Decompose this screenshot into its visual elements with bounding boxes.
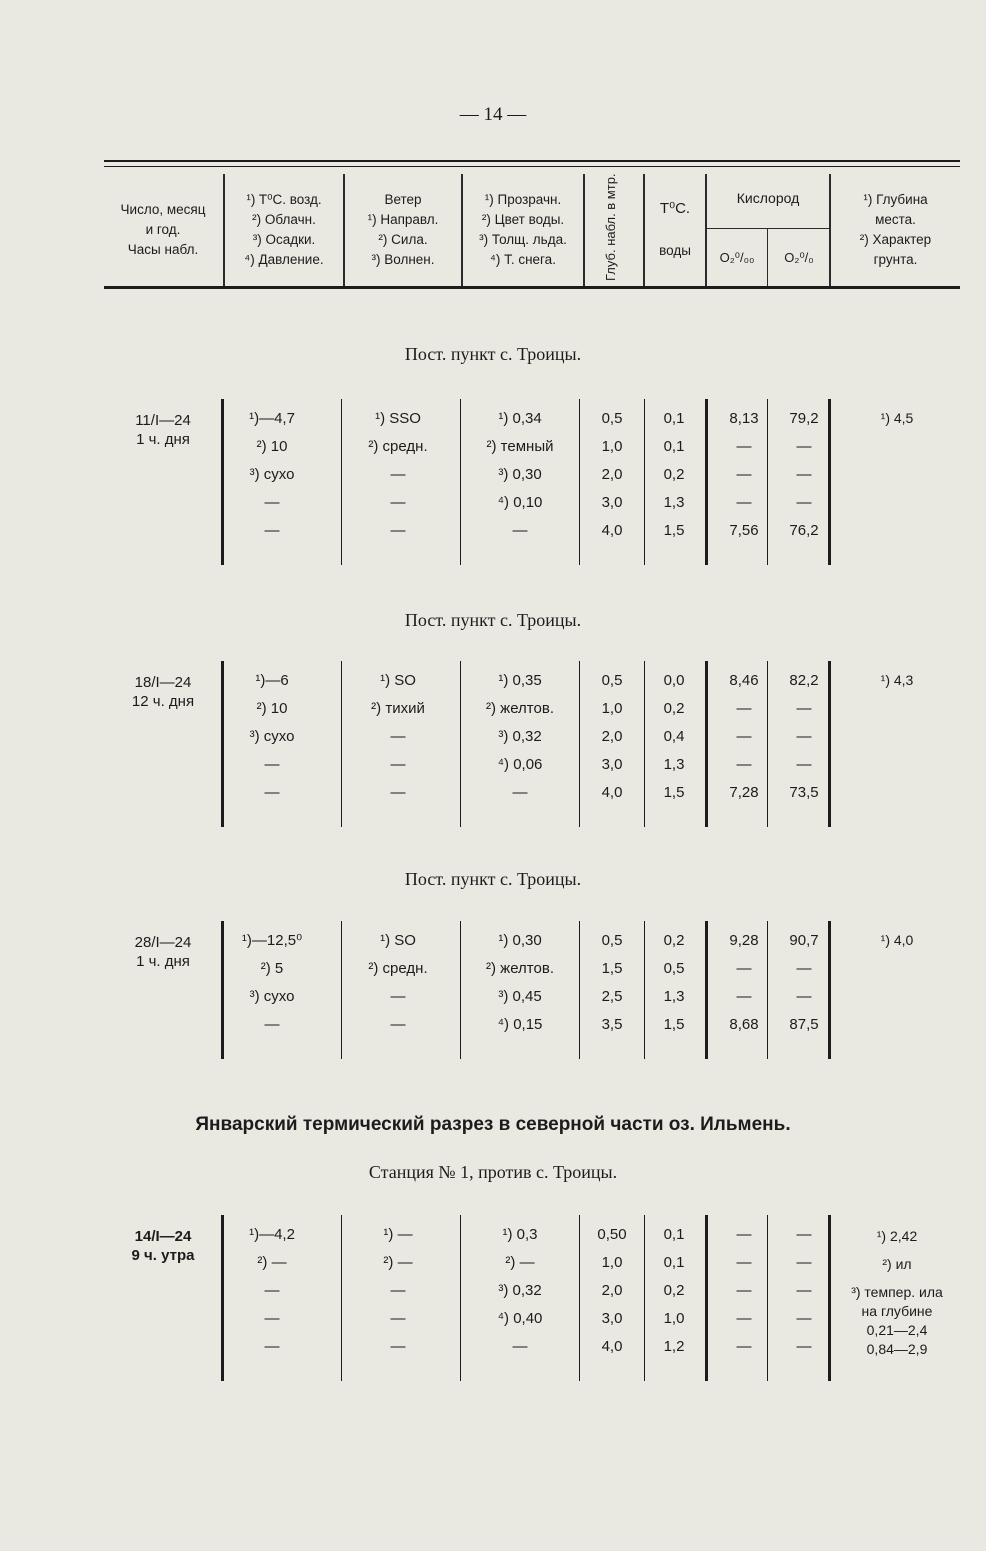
table-cell: ¹)—12,5⁰ [241, 932, 303, 949]
header-oxygen-underline [707, 228, 829, 229]
table-cell: — [796, 1254, 812, 1271]
table-cell: 0,50 [597, 1226, 627, 1243]
depth-note: ¹) 4,3 [880, 672, 914, 688]
table-cell: ²) тихий [371, 700, 425, 717]
table-header [104, 174, 960, 286]
table-cell: ²) желтов. [486, 700, 554, 717]
header-transparency [463, 174, 583, 286]
table-cell: — [264, 1338, 280, 1355]
depth-note: 0,84—2,9 [866, 1341, 928, 1357]
table-cell: — [390, 1016, 406, 1033]
table-cell: 0,2 [663, 700, 685, 717]
table-cell: — [736, 988, 752, 1005]
table-cell: ¹) SO [380, 932, 416, 949]
header-date-line: и год. [145, 222, 181, 237]
table-cell: — [796, 988, 812, 1005]
header-wind-line: ²) Сила. [378, 232, 428, 247]
column-divider [579, 1215, 580, 1381]
column-divider [341, 661, 342, 827]
table-cell: ¹) 0,3 [502, 1226, 538, 1243]
table-cell: 2,5 [601, 988, 623, 1005]
table-cell: ³) 0,32 [498, 728, 542, 745]
table-cell: — [796, 494, 812, 511]
table-cell: 9,28 [729, 932, 759, 949]
observation-date: 14/I—24 [134, 1228, 192, 1245]
table-cell: 0,1 [663, 1254, 685, 1271]
observation-date: 12 ч. дня [131, 693, 195, 710]
column-divider [767, 661, 768, 827]
table-cell: — [390, 1282, 406, 1299]
table-cell: — [264, 756, 280, 773]
table-cell: 1,0 [601, 700, 623, 717]
table-cell: 1,2 [663, 1338, 685, 1355]
table-cell: — [736, 466, 752, 483]
table-cell: ¹)—4,7 [249, 410, 295, 427]
header-bottom-rule [104, 286, 960, 289]
table-cell: — [736, 1254, 752, 1271]
column-divider [767, 921, 768, 1059]
observation-date: 28/I—24 [134, 934, 192, 951]
observation-date: 18/I—24 [134, 674, 192, 691]
table-cell: 4,0 [601, 784, 623, 801]
table-cell: — [390, 522, 406, 539]
table-cell: — [264, 1016, 280, 1033]
table-cell: ²) темный [486, 438, 554, 455]
column-divider [341, 921, 342, 1059]
table-cell: — [390, 784, 406, 801]
table-cell: 0,5 [601, 410, 623, 427]
table-cell: — [512, 784, 528, 801]
table-cell: ¹) SSO [375, 410, 421, 427]
header-oxygen: Кислород [736, 190, 800, 206]
table-cell: 0,5 [663, 960, 685, 977]
header-depth: Глуб. набл. в мтр. [603, 173, 618, 281]
table-cell: 1,5 [663, 1016, 685, 1033]
table-cell: 2,0 [601, 1282, 623, 1299]
table-cell: — [390, 1310, 406, 1327]
table-cell: — [796, 700, 812, 717]
table-cell: 2,0 [601, 466, 623, 483]
table-cell: 0,5 [601, 672, 623, 689]
header-date-line: Часы набл. [127, 242, 199, 257]
column-divider [341, 1215, 342, 1381]
table-cell: ²) 5 [260, 960, 284, 977]
table-cell: 0,5 [601, 932, 623, 949]
header-air [225, 174, 343, 286]
table-cell: 87,5 [789, 1016, 819, 1033]
section-title: Пост. пункт с. Троицы. [404, 610, 582, 630]
table-cell: — [264, 494, 280, 511]
column-divider [460, 661, 461, 827]
column-divider [460, 399, 461, 565]
table-cell: ²) — [257, 1254, 287, 1271]
table-cell: 3,5 [601, 1016, 623, 1033]
column-divider [705, 399, 708, 565]
column-divider [221, 399, 224, 565]
table-cell: — [736, 756, 752, 773]
table-cell: — [736, 1226, 752, 1243]
table-cell: 8,46 [729, 672, 759, 689]
table-cell: 0,1 [663, 1226, 685, 1243]
table-cell: — [512, 1338, 528, 1355]
observation-date: 9 ч. утра [131, 1247, 195, 1264]
column-divider [705, 661, 708, 827]
column-divider [460, 1215, 461, 1381]
table-cell: 1,3 [663, 494, 685, 511]
page-number: — 14 — [459, 104, 527, 125]
header-wind [345, 174, 461, 286]
header-transp-line: ²) Цвет воды. [481, 212, 565, 227]
table-cell: — [736, 728, 752, 745]
header-date-line: Число, месяц [120, 202, 206, 217]
table-cell: — [264, 522, 280, 539]
column-divider [221, 1215, 224, 1381]
header-wind-line: Ветер [384, 192, 422, 207]
table-cell: — [796, 1282, 812, 1299]
table-cell: — [264, 1310, 280, 1327]
table-cell: — [264, 1282, 280, 1299]
table-cell: — [264, 784, 280, 801]
header-air-line: ⁴) Давление. [244, 252, 324, 267]
header-bottom-line: ¹) Глубина [863, 192, 928, 207]
column-divider [644, 921, 645, 1059]
table-cell: — [796, 438, 812, 455]
header-transp-line: ¹) Прозрачн. [484, 192, 562, 207]
header-oxygen-divider [767, 228, 768, 286]
column-divider [341, 399, 342, 565]
table-cell: 0,4 [663, 728, 685, 745]
table-cell: 1,3 [663, 988, 685, 1005]
column-divider [828, 1215, 831, 1381]
table-cell: ¹) 0,30 [498, 932, 542, 949]
table-cell: ³) сухо [249, 988, 295, 1005]
column-divider [705, 921, 708, 1059]
header-top-rule-2 [104, 166, 960, 167]
header-wind-line: ³) Волнен. [371, 252, 435, 267]
table-cell: 0,2 [663, 1282, 685, 1299]
header-bottom-line: грунта. [873, 252, 918, 267]
header-temp-bottom: воды [659, 243, 691, 258]
table-cell: ⁴) 0,15 [497, 1016, 543, 1033]
header-bottom-line: места. [875, 212, 916, 227]
table-cell: ¹)—4,2 [249, 1226, 295, 1243]
header-oxygen-pct: O₂⁰/₀ [784, 250, 814, 265]
column-divider [644, 399, 645, 565]
table-cell: ³) 0,30 [498, 466, 542, 483]
table-cell: ³) сухо [249, 466, 295, 483]
table-cell: — [736, 494, 752, 511]
table-cell: — [796, 1310, 812, 1327]
table-cell: 3,0 [601, 494, 623, 511]
table-cell: ²) — [505, 1254, 535, 1271]
depth-note: ²) ил [882, 1256, 912, 1272]
table-cell: — [512, 522, 528, 539]
depth-note: 0,21—2,4 [866, 1322, 928, 1338]
column-divider [705, 1215, 708, 1381]
column-divider [828, 661, 831, 827]
table-cell: 0,2 [663, 466, 685, 483]
table-cell: 90,7 [789, 932, 819, 949]
table-cell: 3,0 [601, 1310, 623, 1327]
table-cell: 1,0 [663, 1310, 685, 1327]
table-cell: ¹) — [383, 1226, 413, 1243]
table-cell: 0,1 [663, 438, 685, 455]
table-cell: — [796, 756, 812, 773]
column-divider [644, 661, 645, 827]
header-air-line: ¹) T⁰C. возд. [246, 192, 322, 207]
table-cell: ¹) 0,35 [498, 672, 542, 689]
table-cell: ⁴) 0,10 [497, 494, 543, 511]
column-divider [579, 399, 580, 565]
table-cell: — [796, 728, 812, 745]
table-cell: 7,56 [729, 522, 759, 539]
table-cell: — [736, 438, 752, 455]
table-cell: 1,0 [601, 1254, 623, 1271]
column-divider [644, 1215, 645, 1381]
header-temp-top: T⁰C. [659, 200, 691, 217]
table-cell: — [390, 494, 406, 511]
january-section-title: Январский термический разрез в северной части оз. Ильмень. [195, 1114, 791, 1135]
table-cell: 3,0 [601, 756, 623, 773]
table-cell: 73,5 [789, 784, 819, 801]
table-cell: 76,2 [789, 522, 819, 539]
observation-date: 11/I—24 [135, 412, 191, 429]
table-cell: ²) 10 [256, 438, 288, 455]
table-cell: — [796, 1338, 812, 1355]
table-cell: — [390, 988, 406, 1005]
section-title: Пост. пункт с. Троицы. [404, 344, 582, 364]
column-divider [828, 921, 831, 1059]
section-title: Станция № 1, против с. Троицы. [368, 1162, 618, 1182]
table-cell: ²) — [383, 1254, 413, 1271]
table-cell: ¹) 0,34 [498, 410, 542, 427]
header-divider [583, 174, 585, 286]
table-cell: — [736, 700, 752, 717]
table-cell: 82,2 [789, 672, 819, 689]
table-cell: ²) желтов. [486, 960, 554, 977]
table-cell: 4,0 [601, 522, 623, 539]
table-cell: 1,3 [663, 756, 685, 773]
table-cell: ³) 0,45 [498, 988, 542, 1005]
column-divider [767, 1215, 768, 1381]
table-cell: ¹) SO [380, 672, 416, 689]
header-air-line: ³) Осадки. [252, 232, 316, 247]
table-cell: ³) сухо [249, 728, 295, 745]
table-cell: 79,2 [789, 410, 819, 427]
table-cell: — [736, 1338, 752, 1355]
observation-date: 1 ч. дня [136, 953, 190, 970]
depth-note: ¹) 4,0 [880, 932, 914, 948]
table-cell: — [736, 1310, 752, 1327]
header-top-rule [104, 160, 960, 162]
table-cell: — [390, 1338, 406, 1355]
column-divider [221, 661, 224, 827]
column-divider [579, 921, 580, 1059]
column-divider [828, 399, 831, 565]
table-cell: 7,28 [729, 784, 759, 801]
depth-note: ¹) 4,5 [880, 410, 914, 426]
depth-note: ³) темпер. ила [851, 1284, 943, 1300]
header-temp [645, 174, 705, 286]
table-cell: — [390, 728, 406, 745]
table-cell: ²) средн. [368, 438, 428, 455]
header-wind-line: ¹) Направл. [367, 212, 439, 227]
observation-date: 1 ч. дня [136, 431, 190, 448]
table-cell: 1,5 [663, 522, 685, 539]
table-cell: 0,1 [663, 410, 685, 427]
table-cell: — [796, 1226, 812, 1243]
table-cell: 1,5 [601, 960, 623, 977]
table-cell: 8,13 [729, 410, 759, 427]
column-divider [767, 399, 768, 565]
table-cell: ⁴) 0,40 [497, 1310, 543, 1327]
table-cell: ¹)—6 [255, 672, 289, 689]
table-cell: — [796, 960, 812, 977]
depth-note: на глубине [861, 1303, 933, 1319]
table-cell: ²) 10 [256, 700, 288, 717]
header-transp-line: ⁴) Т. снега. [490, 252, 556, 267]
header-date [104, 174, 222, 286]
table-cell: — [796, 466, 812, 483]
table-cell: 1,5 [663, 784, 685, 801]
table-cell: ⁴) 0,06 [497, 756, 543, 773]
depth-note: ¹) 2,42 [876, 1228, 918, 1244]
table-cell: 8,68 [729, 1016, 759, 1033]
table-cell: 2,0 [601, 728, 623, 745]
column-divider [460, 921, 461, 1059]
column-divider [221, 921, 224, 1059]
table-cell: ³) 0,32 [498, 1282, 542, 1299]
table-cell: ²) средн. [368, 960, 428, 977]
header-transp-line: ³) Толщ. льда. [479, 232, 567, 247]
table-cell: — [390, 756, 406, 773]
table-cell: 4,0 [601, 1338, 623, 1355]
header-oxygen-ppt: O₂⁰/₀₀ [719, 250, 755, 265]
table-cell: — [736, 1282, 752, 1299]
header-air-line: ²) Облачн. [252, 212, 316, 227]
header-bottom [831, 174, 960, 286]
section-title: Пост. пункт с. Троицы. [404, 869, 582, 889]
header-bottom-line: ²) Характер [859, 232, 932, 247]
table-cell: 0,2 [663, 932, 685, 949]
table-cell: — [390, 466, 406, 483]
table-cell: — [736, 960, 752, 977]
column-divider [579, 661, 580, 827]
table-cell: 0,0 [663, 672, 685, 689]
table-cell: 1,0 [601, 438, 623, 455]
